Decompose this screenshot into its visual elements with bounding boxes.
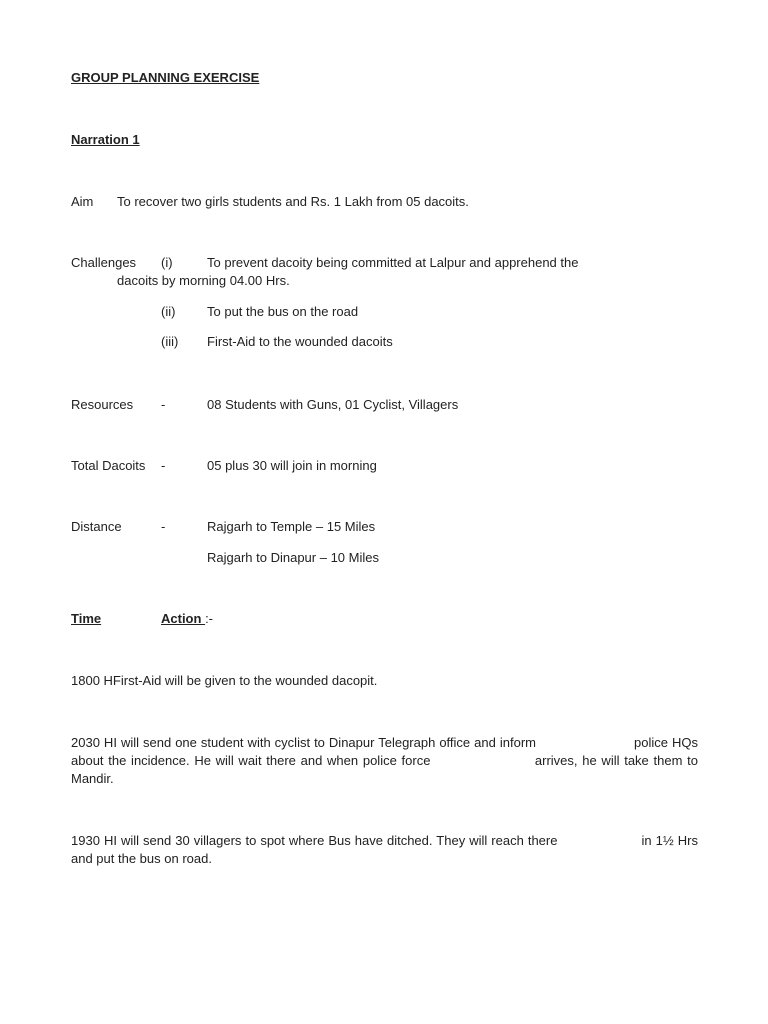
entry-text: in 1½ Hrs and put the bus on road. [71,833,698,866]
schedule-entry [71,673,377,689]
aim-text: To recover two girls students and Rs. 1 Lakh from 05 dacoits. [117,194,469,209]
entry-time: 1930 H [71,833,114,848]
challenge-text-continued: dacoits by morning 04.00 Hrs. [117,273,290,288]
action-heading-text: Action [161,611,206,626]
resources-label: Resources [71,397,134,412]
distance-line: Rajgarh to Dinapur – 10 Miles [207,550,379,565]
schedule-entry [71,734,698,788]
challenge-text: To put the bus on the road [207,304,359,319]
action-heading [161,611,213,627]
resources-text: 08 Students with Guns, 01 Cyclist, Villagers [207,397,459,412]
challenges-label: Challenges [71,255,137,270]
entry-text: arrives, he will take them to Mandir. [71,753,698,786]
challenge-num: (iii) [161,334,179,349]
entry-text: I will send 30 villagers to spot where Bus have ditched. They will reach there [113,833,558,848]
document-title: GROUP PLANNING EXERCISE [71,70,260,85]
entry-text: police HQs about the incidence. He will wait there and when police force [71,735,699,768]
challenge-num: (i) [161,255,173,270]
entry-time: 2030 H [71,735,114,750]
distance-dash: - [161,519,166,534]
total-dacoits-text: 05 plus 30 will join in morning [207,458,377,473]
resources-dash: - [161,397,166,412]
time-heading: Time [71,611,102,626]
entry-time: 1800 H [71,673,113,688]
distance-line: Rajgarh to Temple – 15 Miles [207,519,376,534]
entry-text: I will send one student with cyclist to Dinapur Telegraph office and inform [113,735,536,750]
challenge-text: To prevent dacoity being committed at Lalpur and apprehend the [207,255,579,270]
total-dacoits-dash: - [161,458,166,473]
section-heading: Narration 1 [71,132,140,147]
aim-label: Aim [71,194,94,209]
challenge-num: (ii) [161,304,176,319]
entry-text: First-Aid will be given to the wounded dacopit. [112,673,378,688]
challenge-text: First-Aid to the wounded dacoits [207,334,393,349]
action-heading-suffix: :- [205,611,214,626]
total-dacoits-label: Total Dacoits [71,458,146,473]
schedule-entry [71,832,698,868]
distance-label: Distance [71,519,122,534]
